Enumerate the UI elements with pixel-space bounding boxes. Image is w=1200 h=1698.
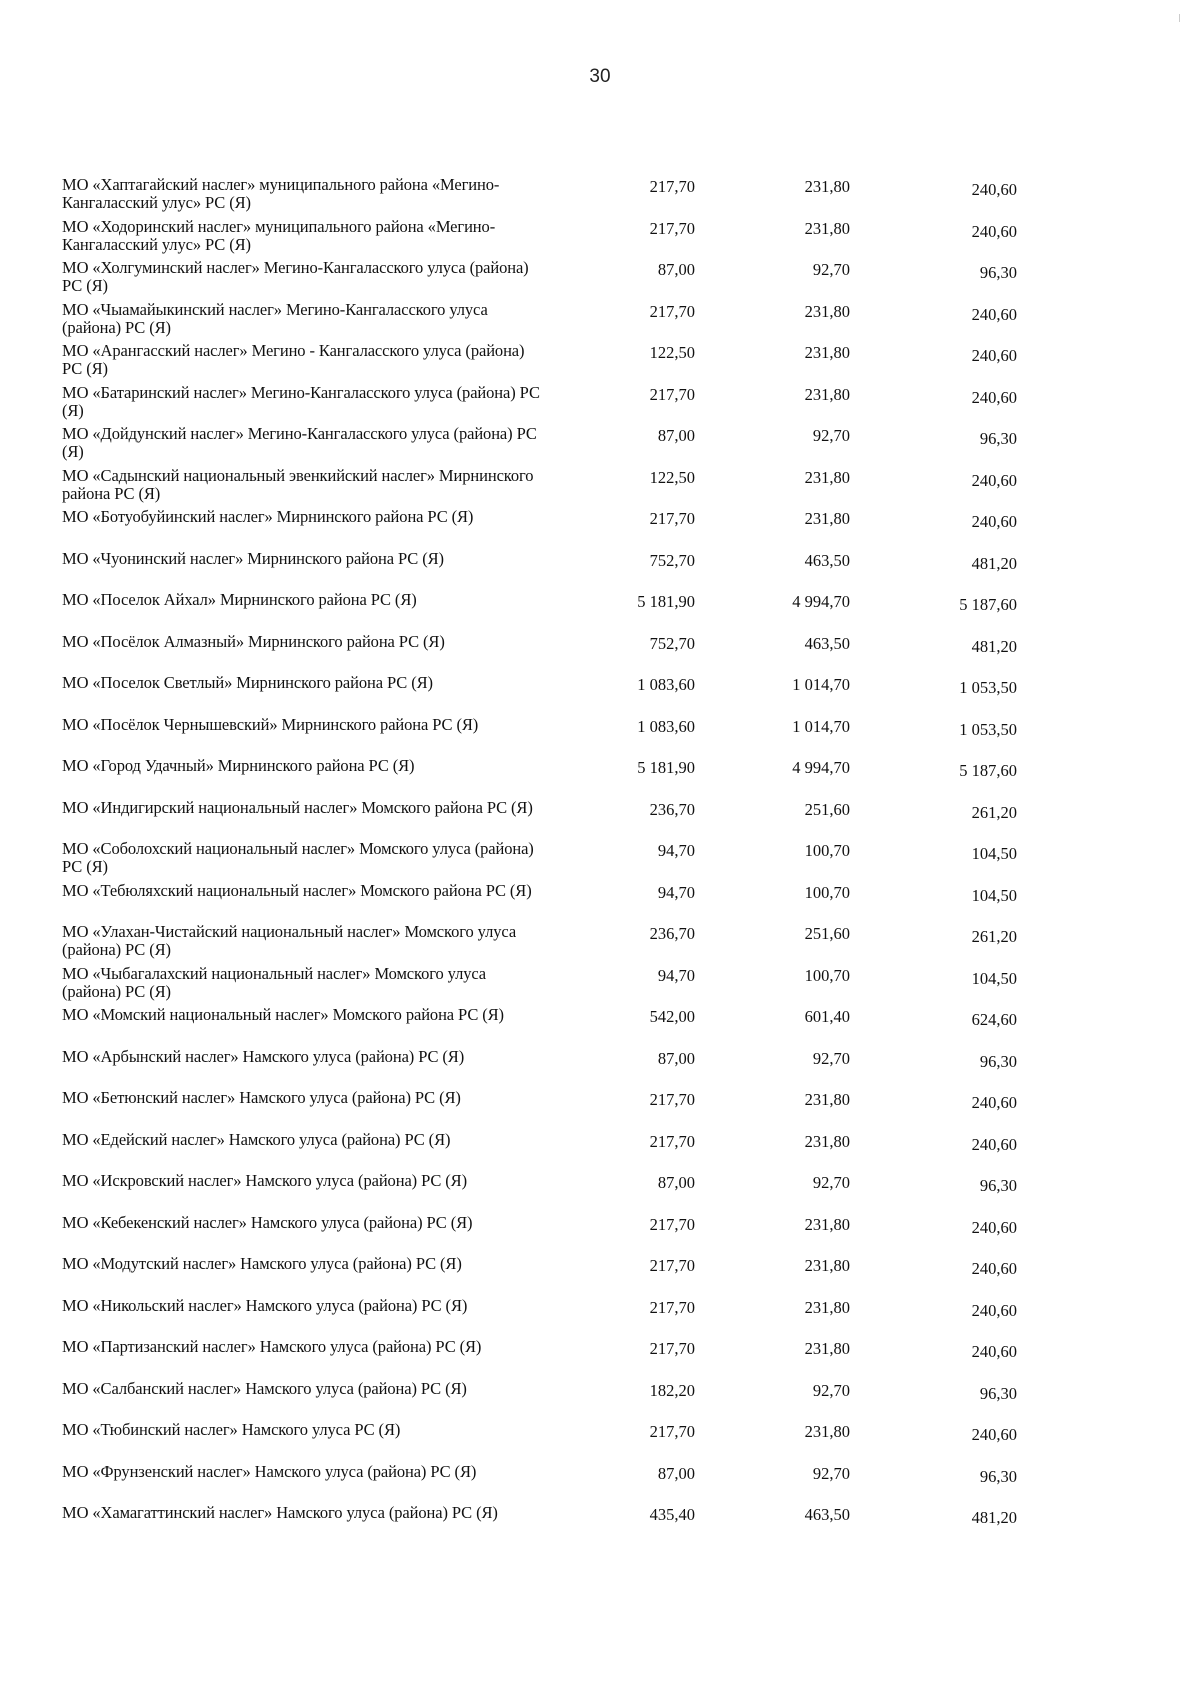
value-year-2: 251,60 <box>804 924 850 943</box>
municipality-name: МО «Момский национальный наслег» Момского района РС (Я) <box>62 1005 504 1024</box>
value-year-1: 217,70 <box>649 1090 695 1109</box>
table-row <box>62 508 1037 550</box>
table-row <box>62 467 1037 509</box>
municipality-name: МО «Модутский наслег» Намского улуса (района) РС (Я) <box>62 1254 462 1273</box>
value-year-3: 96,30 <box>979 263 1017 282</box>
value-year-3: 240,60 <box>971 1134 1017 1154</box>
value-year-3: 104,50 <box>971 885 1017 905</box>
table-row <box>62 1338 1037 1380</box>
value-year-2: 231,80 <box>804 1090 850 1109</box>
table-row <box>62 425 1037 467</box>
table-row <box>62 218 1037 260</box>
value-year-3: 481,20 <box>971 1508 1017 1527</box>
value-year-2: 231,80 <box>804 1297 850 1317</box>
municipality-name: МО «Поселок Светлый» Мирнинского района РС (Я) <box>62 673 433 692</box>
table-row <box>62 1421 1037 1463</box>
value-year-3: 240,60 <box>971 387 1017 407</box>
table-row <box>62 1297 1037 1339</box>
value-year-2: 231,80 <box>804 1339 850 1358</box>
value-year-1: 217,70 <box>649 301 695 321</box>
value-year-1: 752,70 <box>649 633 695 653</box>
table-row <box>62 1131 1037 1173</box>
table-row <box>62 259 1037 301</box>
municipality-name: МО «Садынский национальный эвенкийский наслег» Мирнинского района РС (Я) <box>62 465 534 503</box>
municipality-name: МО «Кебекенский наслег» Намского улуса (района) РС (Я) <box>62 1212 473 1232</box>
table-row <box>62 965 1037 1007</box>
value-year-3: 240,60 <box>971 1342 1017 1361</box>
value-year-1: 217,70 <box>649 384 695 404</box>
municipality-name: МО «Улахан-Чистайский национальный наслег» Момского улуса (района) РС (Я) <box>62 922 517 959</box>
value-year-2: 231,80 <box>804 301 850 321</box>
municipality-name: МО «Посёлок Алмазный» Мирнинского района РС (Я) <box>62 631 445 651</box>
value-year-1: 94,70 <box>657 965 695 985</box>
value-year-2: 231,80 <box>804 467 850 487</box>
table-row <box>62 550 1037 592</box>
value-year-1: 435,40 <box>649 1505 695 1524</box>
value-year-1: 87,00 <box>657 1048 695 1068</box>
value-year-2: 231,80 <box>804 343 850 362</box>
table-row <box>62 633 1037 675</box>
value-year-3: 240,60 <box>971 304 1017 324</box>
table-row <box>62 1006 1037 1048</box>
value-year-3: 261,20 <box>971 802 1017 822</box>
table-row <box>62 384 1037 426</box>
value-year-2: 1 014,70 <box>792 675 850 694</box>
value-year-3: 240,60 <box>971 512 1017 531</box>
value-year-3: 96,30 <box>979 429 1017 448</box>
value-year-2: 231,80 <box>804 1256 850 1275</box>
table-row <box>62 882 1037 924</box>
value-year-3: 240,60 <box>971 470 1017 490</box>
value-year-3: 104,50 <box>971 844 1017 863</box>
value-year-3: 96,30 <box>979 1383 1017 1403</box>
value-year-1: 217,70 <box>649 1214 695 1234</box>
municipality-name: МО «Арангасский наслег» Мегино - Кангаласского улуса (района) РС (Я) <box>62 341 525 378</box>
municipality-name: МО «Хаптагайский наслег» муниципального района «Мегино-Кангаласский улус» РС (Я) <box>62 175 500 212</box>
table-row <box>62 799 1037 841</box>
value-year-2: 231,80 <box>804 177 850 196</box>
table-row <box>62 716 1037 758</box>
value-year-3: 5 187,60 <box>959 595 1017 614</box>
page-number: 30 <box>589 66 611 87</box>
municipality-name: МО «Партизанский наслег» Намского улуса (района) РС (Я) <box>62 1337 482 1356</box>
table-row <box>62 1048 1037 1090</box>
table-row <box>62 1214 1037 1256</box>
value-year-1: 87,00 <box>657 1173 695 1192</box>
table-row <box>62 1255 1037 1297</box>
value-year-3: 261,20 <box>971 927 1017 946</box>
value-year-1: 542,00 <box>649 1007 695 1026</box>
value-year-1: 217,70 <box>649 509 695 528</box>
table-row <box>62 301 1037 343</box>
value-year-1: 94,70 <box>657 841 695 860</box>
table-row <box>62 176 1037 218</box>
table-row <box>62 757 1037 799</box>
table-row <box>62 1172 1037 1214</box>
value-year-1: 217,70 <box>649 1297 695 1317</box>
municipality-name: МО «Искровский наслег» Намского улуса (района) РС (Я) <box>62 1171 467 1190</box>
value-year-1: 217,70 <box>649 218 695 238</box>
value-year-2: 92,70 <box>812 426 850 445</box>
value-year-2: 92,70 <box>812 1463 850 1483</box>
municipality-name: МО «Никольский наслег» Намского улуса (района) РС (Я) <box>62 1295 468 1315</box>
value-year-3: 96,30 <box>979 1176 1017 1195</box>
value-year-1: 1 083,60 <box>637 716 695 736</box>
municipality-name: МО «Фрунзенский наслег» Намского улуса (района) РС (Я) <box>62 1461 477 1481</box>
value-year-3: 240,60 <box>971 1259 1017 1278</box>
value-year-2: 92,70 <box>812 1048 850 1068</box>
municipality-name: МО «Тебюляхский национальный наслег» Момского района РС (Я) <box>62 880 532 900</box>
value-year-1: 217,70 <box>649 1256 695 1275</box>
municipality-name: МО «Тюбинский наслег» Намского улуса РС (Я) <box>62 1420 401 1439</box>
value-year-2: 231,80 <box>804 509 850 528</box>
value-year-2: 100,70 <box>804 965 850 985</box>
value-year-2: 601,40 <box>804 1007 850 1026</box>
value-year-2: 92,70 <box>812 1380 850 1400</box>
municipality-name: МО «Поселок Айхал» Мирнинского района РС (Я) <box>62 590 417 609</box>
municipality-name: МО «Холгуминский наслег» Мегино-Кангаласского улуса (района) РС (Я) <box>62 258 529 295</box>
municipality-name: МО «Ходоринский наслег» муниципального района «Мегино-Кангаласский улус» РС (Я) <box>62 216 496 254</box>
value-year-1: 87,00 <box>657 260 695 279</box>
value-year-2: 463,50 <box>804 550 850 570</box>
value-year-1: 236,70 <box>649 799 695 819</box>
value-year-3: 96,30 <box>979 1466 1017 1486</box>
municipality-name: МО «Арбынский наслег» Намского улуса (района) РС (Я) <box>62 1046 465 1066</box>
value-year-3: 240,60 <box>971 1217 1017 1237</box>
value-year-1: 87,00 <box>657 1463 695 1483</box>
value-year-3: 1 053,50 <box>959 678 1017 697</box>
municipality-name: МО «Хамагаттинский наслег» Намского улуса (района) РС (Я) <box>62 1503 498 1522</box>
municipality-name: МО «Город Удачный» Мирнинского района РС (Я) <box>62 756 415 775</box>
value-year-2: 231,80 <box>804 1131 850 1151</box>
value-year-2: 4 994,70 <box>792 758 850 777</box>
value-year-1: 217,70 <box>649 1339 695 1358</box>
table-row <box>62 1504 1037 1546</box>
municipality-name: МО «Батаринский наслег» Мегино-Кангаласского улуса (района) РС (Я) <box>62 382 540 420</box>
table-row <box>62 342 1037 384</box>
value-year-3: 481,20 <box>971 553 1017 573</box>
value-year-3: 1 053,50 <box>959 719 1017 739</box>
value-year-3: 104,50 <box>971 968 1017 988</box>
municipality-name: МО «Посёлок Чернышевский» Мирнинского района РС (Я) <box>62 714 479 734</box>
municipality-name: МО «Бетюнский наслег» Намского улуса (района) РС (Я) <box>62 1088 461 1107</box>
municipality-name: МО «Соболохский национальный наслег» Момского улуса (района) РС (Я) <box>62 839 534 876</box>
value-year-1: 1 083,60 <box>637 675 695 694</box>
value-year-2: 100,70 <box>804 841 850 860</box>
value-year-3: 240,60 <box>971 346 1017 365</box>
value-year-3: 240,60 <box>971 1425 1017 1444</box>
municipality-name: МО «Дойдунский наслег» Мегино-Кангаласского улуса (района) РС (Я) <box>62 424 537 461</box>
value-year-1: 752,70 <box>649 550 695 570</box>
value-year-2: 4 994,70 <box>792 592 850 611</box>
value-year-2: 463,50 <box>804 1505 850 1524</box>
value-year-1: 5 181,90 <box>637 592 695 611</box>
value-year-3: 481,20 <box>971 636 1017 656</box>
value-year-1: 217,70 <box>649 177 695 196</box>
table-row <box>62 1380 1037 1422</box>
value-year-1: 122,50 <box>649 343 695 362</box>
value-year-2: 231,80 <box>804 1422 850 1441</box>
municipality-name: МО «Салбанский наслег» Намского улуса (района) РС (Я) <box>62 1378 467 1398</box>
value-year-2: 92,70 <box>812 1173 850 1192</box>
value-year-1: 122,50 <box>649 467 695 487</box>
value-year-2: 231,80 <box>804 384 850 404</box>
value-year-3: 240,60 <box>971 1300 1017 1320</box>
value-year-3: 240,60 <box>971 1093 1017 1112</box>
table-row <box>62 923 1037 965</box>
value-year-3: 240,60 <box>971 221 1017 241</box>
value-year-2: 1 014,70 <box>792 716 850 736</box>
municipality-name: МО «Чыбагалахский национальный наслег» Момского улуса (района) РС (Я) <box>62 963 487 1001</box>
value-year-1: 236,70 <box>649 924 695 943</box>
value-year-2: 92,70 <box>812 260 850 279</box>
value-year-2: 231,80 <box>804 218 850 238</box>
scan-mark <box>1179 14 1180 22</box>
municipality-name: МО «Чуонинский наслег» Мирнинского района РС (Я) <box>62 548 444 568</box>
table-row <box>62 840 1037 882</box>
value-year-3: 5 187,60 <box>959 761 1017 780</box>
table-row <box>62 591 1037 633</box>
value-year-2: 100,70 <box>804 882 850 902</box>
value-year-3: 624,60 <box>971 1010 1017 1029</box>
value-year-2: 251,60 <box>804 799 850 819</box>
table-row <box>62 1089 1037 1131</box>
value-year-2: 231,80 <box>804 1214 850 1234</box>
value-year-3: 96,30 <box>979 1051 1017 1071</box>
value-year-1: 87,00 <box>657 426 695 445</box>
value-year-1: 217,70 <box>649 1422 695 1441</box>
budget-table <box>62 176 1037 1546</box>
value-year-2: 463,50 <box>804 633 850 653</box>
value-year-1: 182,20 <box>649 1380 695 1400</box>
table-row <box>62 674 1037 716</box>
value-year-3: 240,60 <box>971 180 1017 199</box>
municipality-name: МО «Индигирский национальный наслег» Момского района РС (Я) <box>62 797 533 817</box>
municipality-name: МО «Едейский наслег» Намского улуса (района) РС (Я) <box>62 1129 451 1149</box>
value-year-1: 94,70 <box>657 882 695 902</box>
value-year-1: 217,70 <box>649 1131 695 1151</box>
value-year-1: 5 181,90 <box>637 758 695 777</box>
table-row <box>62 1463 1037 1505</box>
municipality-name: МО «Чыамайыкинский наслег» Мегино-Кангаласского улуса (района) РС (Я) <box>62 299 488 337</box>
municipality-name: МО «Ботуобуйинский наслег» Мирнинского района РС (Я) <box>62 507 474 526</box>
